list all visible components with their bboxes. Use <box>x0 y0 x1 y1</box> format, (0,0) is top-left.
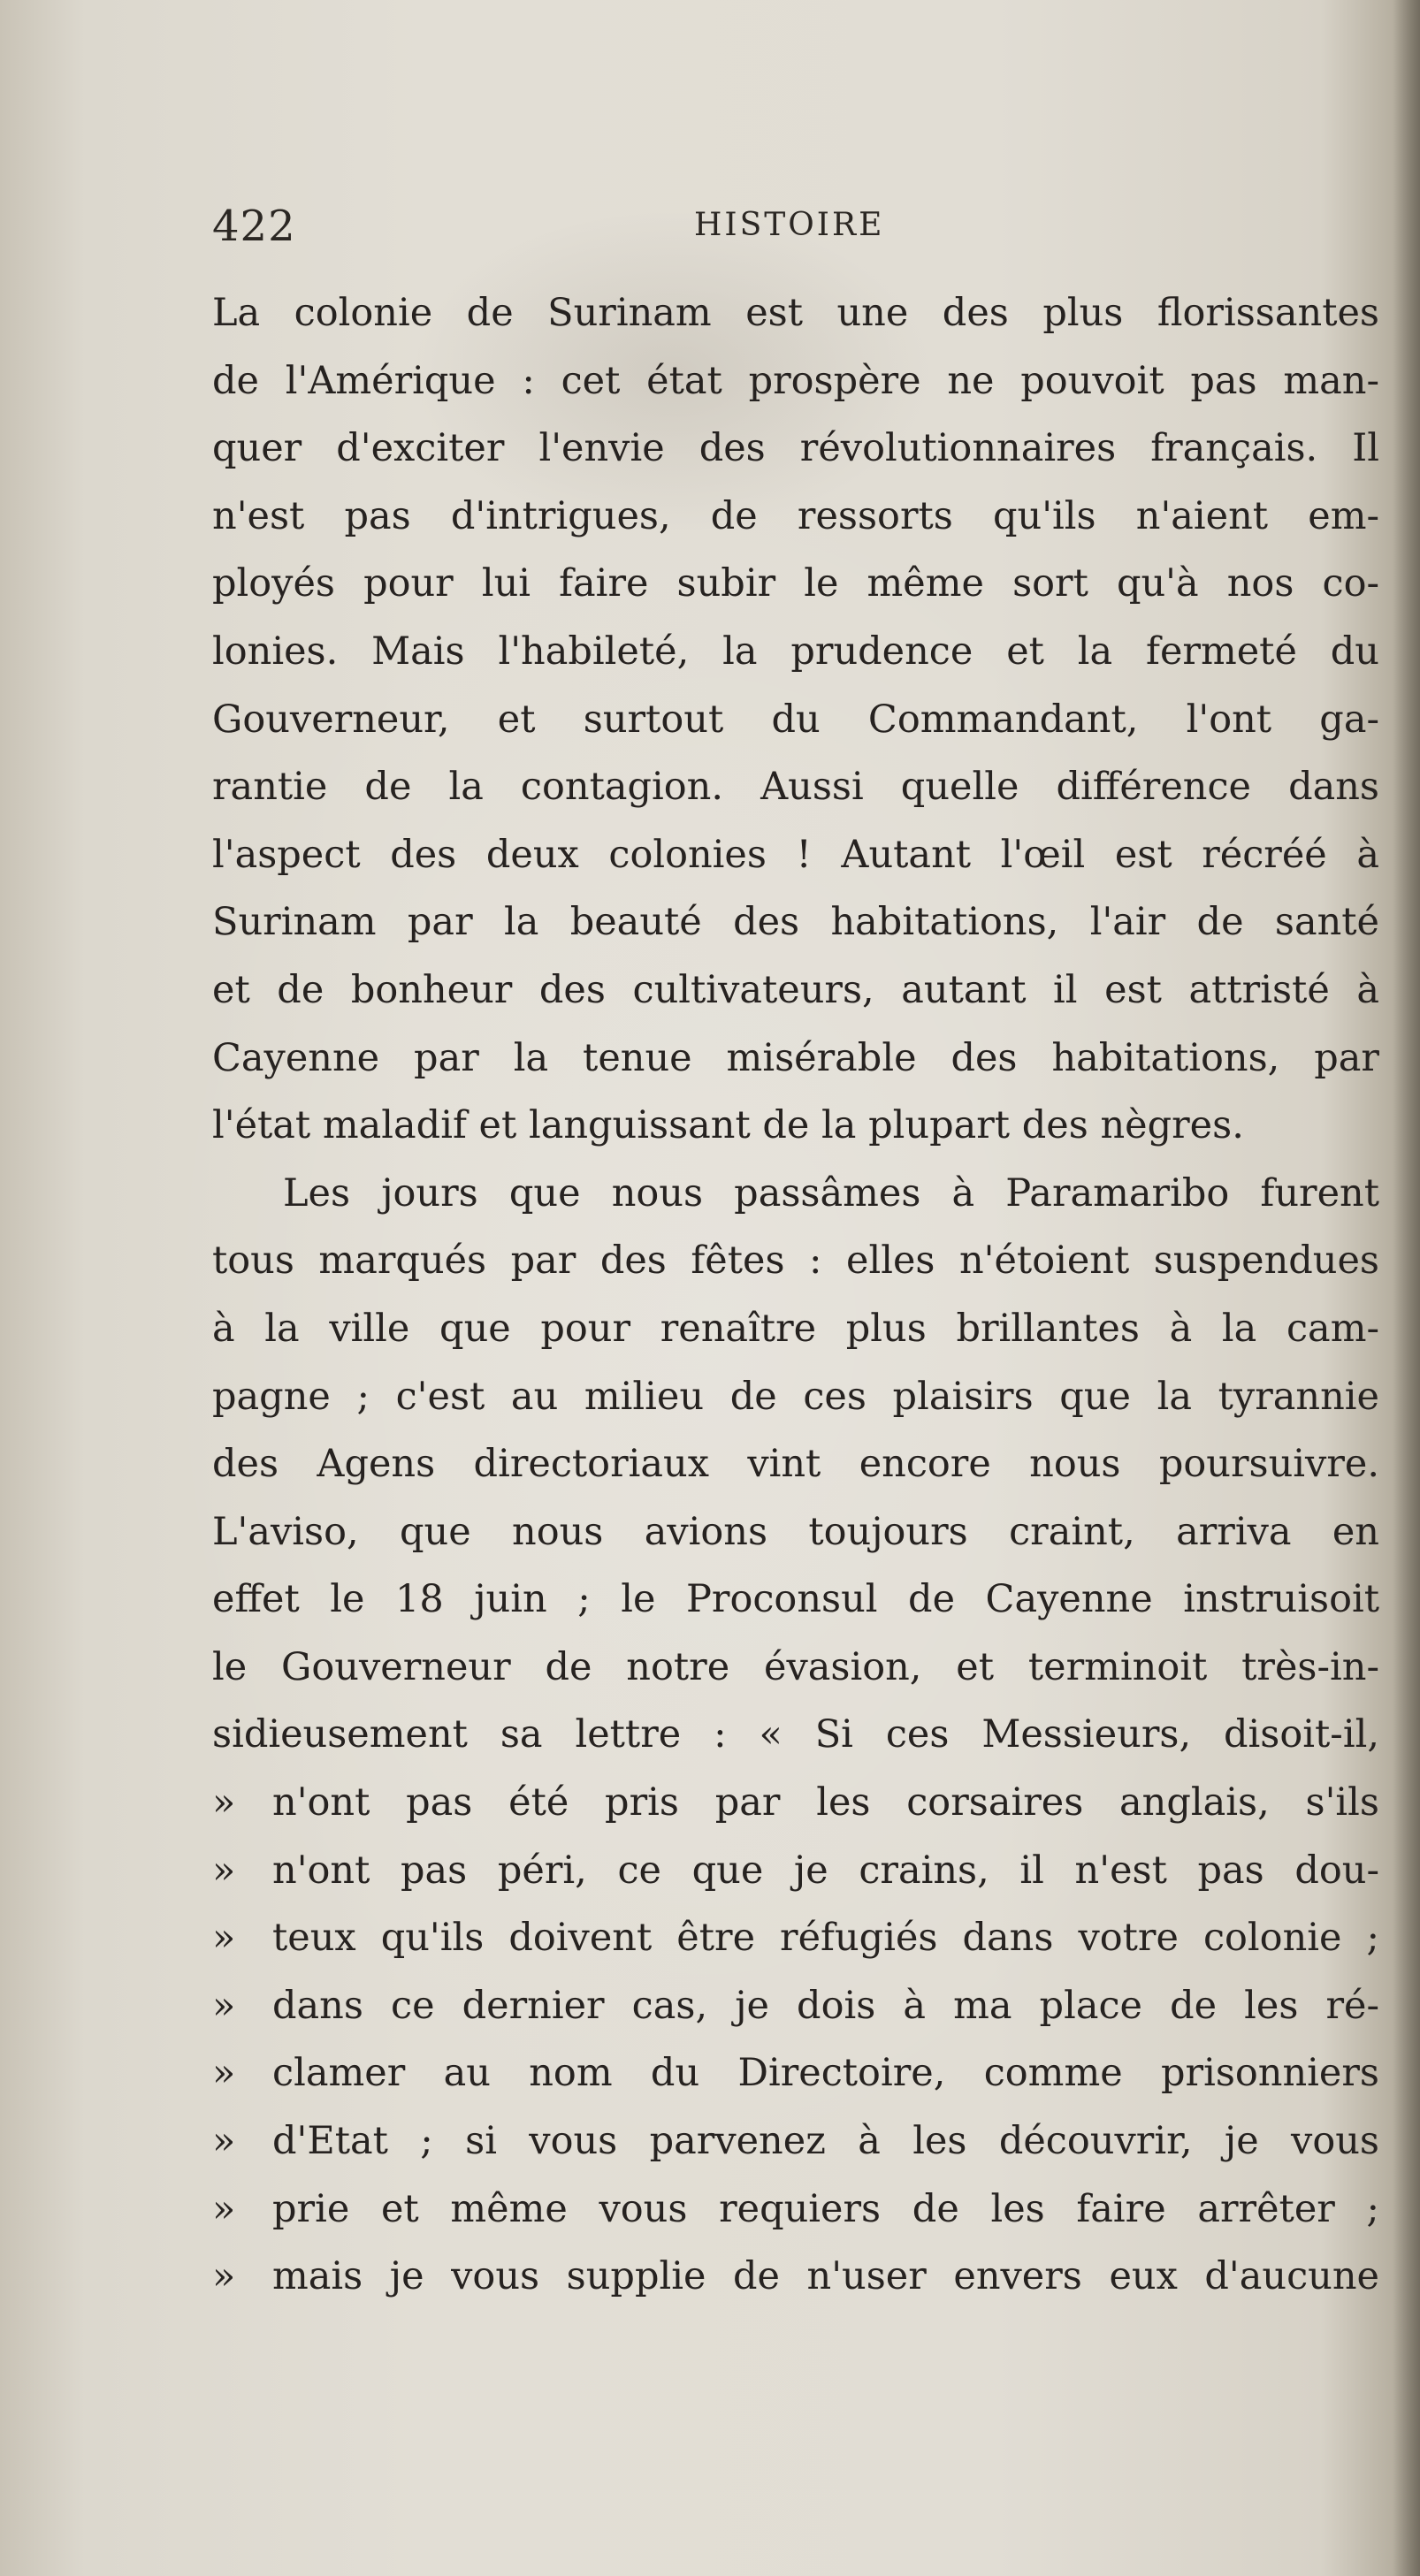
quote-mark: » <box>212 2186 236 2231</box>
running-head <box>212 202 1379 263</box>
quote-text: dans ce dernier cas, je dois à ma place de les ré- <box>272 1983 1379 2028</box>
text-line: de l'Amérique : cet état prospère ne pouvoit pas man- <box>212 358 1379 403</box>
text-line: l'état maladif et languissant de la plupart des nègres. <box>212 1103 1244 1148</box>
quote-text: n'ont pas péri, ce que je crains, il n'est pas dou- <box>272 1848 1379 1893</box>
text-line: pagne ; c'est au milieu de ces plaisirs que la tyrannie <box>212 1374 1379 1419</box>
quote-line <box>212 1769 1379 1837</box>
quote-mark: » <box>212 1848 236 1893</box>
quote-text: prie et même vous requiers de les faire arrêter ; <box>272 2186 1379 2231</box>
quote-mark: » <box>212 1983 236 2028</box>
text-line: l'aspect des deux colonies ! Autant l'œil est récréé à <box>212 832 1379 877</box>
quote-mark: » <box>212 2119 236 2164</box>
quote-line <box>212 1904 1379 1972</box>
running-title: HISTOIRE <box>694 207 885 243</box>
quote-line <box>212 2039 1379 2107</box>
text-line: quer d'exciter l'envie des révolutionnaires français. Il <box>212 426 1379 471</box>
body-text <box>212 279 1379 2311</box>
quote-text: teux qu'ils doivent être réfugiés dans votre colonie ; <box>272 1916 1379 1961</box>
quote-line <box>212 2243 1379 2311</box>
text-line: et de bonheur des cultivateurs, autant il est attristé à <box>212 967 1379 1012</box>
quote-line <box>212 2176 1379 2244</box>
quote-line <box>212 1837 1379 1905</box>
quote-line <box>212 2107 1379 2176</box>
text-line: rantie de la contagion. Aussi quelle différence dans <box>212 765 1379 810</box>
text-line: à la ville que pour renaître plus brillantes à la cam- <box>212 1306 1379 1351</box>
quote-mark: » <box>212 1916 236 1961</box>
text-line: n'est pas d'intrigues, de ressorts qu'ils n'aient em- <box>212 493 1379 538</box>
text-line: le Gouverneur de notre évasion, et terminoit très-in- <box>212 1644 1379 1689</box>
quote-text: mais je vous supplie de n'user envers eux d'aucune <box>272 2254 1379 2299</box>
text-line: sidieusement sa lettre : « Si ces Messieurs, disoit-il, <box>212 1712 1379 1757</box>
text-line: ployés pour lui faire subir le même sort qu'à nos co- <box>212 561 1379 606</box>
text-line: Surinam par la beauté des habitations, l'air de santé <box>212 900 1379 945</box>
quote-mark: » <box>212 2254 236 2299</box>
text-line: lonies. Mais l'habileté, la prudence et la fermeté du <box>212 629 1379 674</box>
text-line: L'aviso, que nous avions toujours craint, arriva en <box>212 1509 1379 1554</box>
text-line: La colonie de Surinam est une des plus florissantes <box>212 291 1379 335</box>
text-line: tous marqués par des fêtes : elles n'étoient suspendues <box>212 1238 1379 1284</box>
text-line: Les jours que nous passâmes à Paramaribo furent <box>283 1170 1379 1216</box>
text-line: Gouverneur, et surtout du Commandant, l'ont ga- <box>212 697 1379 742</box>
quote-line <box>212 1972 1379 2040</box>
page-number: 422 <box>212 202 296 251</box>
quote-text: n'ont pas été pris par les corsaires anglais, s'ils <box>272 1780 1379 1825</box>
text-line: des Agens directoriaux vint encore nous poursuivre. <box>212 1442 1379 1487</box>
text-line: effet le 18 juin ; le Proconsul de Cayenne instruisoit <box>212 1577 1379 1622</box>
quote-text: clamer au nom du Directoire, comme prisonniers <box>272 2051 1379 2096</box>
text-line: Cayenne par la tenue misérable des habitations, par <box>212 1035 1379 1080</box>
quote-mark: » <box>212 2051 236 2096</box>
quote-text: d'Etat ; si vous parvenez à les découvrir, je vous <box>272 2119 1379 2164</box>
quote-mark: » <box>212 1780 236 1825</box>
